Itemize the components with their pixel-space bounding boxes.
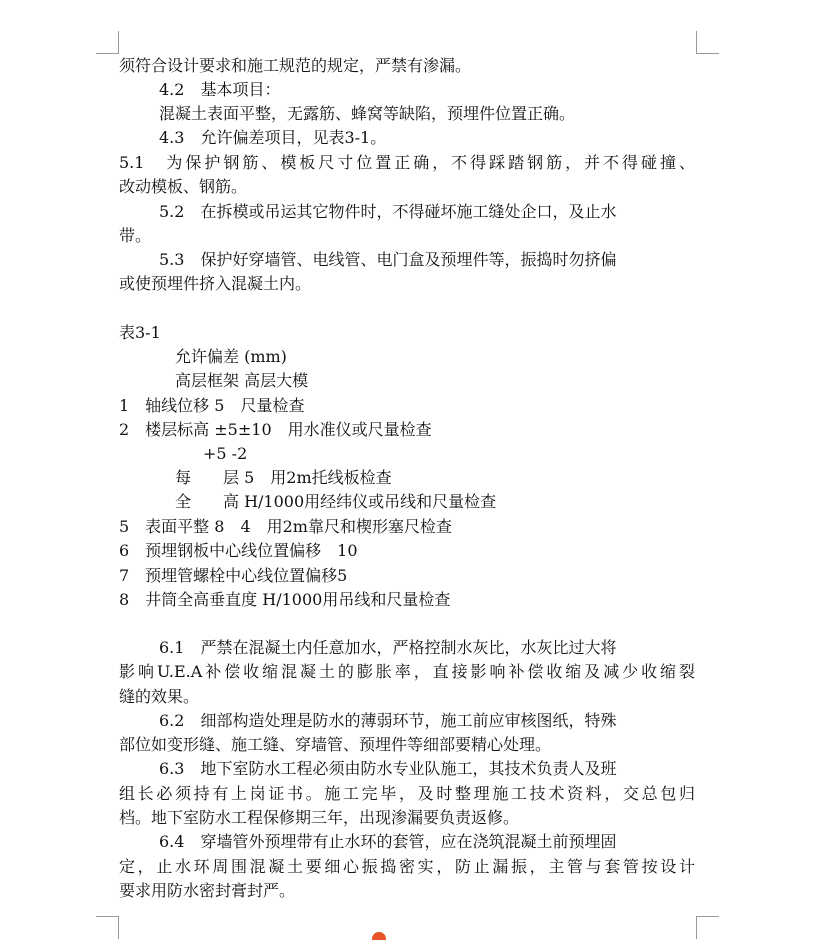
text-line: 影响U.E.A补偿收缩混凝土的膨胀率，直接影响补偿收缩及减少收缩裂 xyxy=(119,662,695,681)
table-row: 5 表面平整 8 4 用2m靠尺和楔形塞尺检查 xyxy=(119,517,452,536)
text-line: 4.2 基本项目： xyxy=(159,80,281,99)
text-line: 5.2 在拆模或吊运其它物件时，不得碰坏施工缝处企口，及止水 xyxy=(159,202,617,221)
text-line: 缝的效果。 xyxy=(119,687,200,706)
table-row: 7 预埋管螺栓中心线位置偏移5 xyxy=(119,566,348,585)
text-line: 组长必须持有上岗证书。施工完毕，及时整理施工技术资料，交总包归 xyxy=(119,784,695,803)
text-line: 要求用防水密封膏封严。 xyxy=(119,881,296,900)
table-row: 2 楼层标高 ±5±10 用水准仪或尺量检查 xyxy=(119,420,432,439)
table-row: 每 层 5 用2m托线板检查 xyxy=(175,468,392,487)
table-row: 6 预埋钢板中心线位置偏移 10 xyxy=(119,541,358,560)
text-line: 混凝土表面平整，无露筋、蜂窝等缺陷，预埋件位置正确。 xyxy=(159,104,576,123)
text-line: 5.3 保护好穿墙管、电线管、电门盒及预埋件等，振捣时勿挤偏 xyxy=(159,250,617,269)
table-caption: 表3-1 xyxy=(119,323,161,342)
text-line: 6.3 地下室防水工程必须由防水专业队施工，其技术负责人及班 xyxy=(159,759,617,778)
text-line: 6.4 穿墙管外预埋带有止水环的套管，应在浇筑混凝土前预埋固 xyxy=(159,832,617,851)
text-line: 6.2 细部构造处理是防水的薄弱环节，施工前应审核图纸，特殊 xyxy=(159,711,617,730)
table-row: 1 轴线位移 5 尺量检查 xyxy=(119,396,305,415)
crop-mark-top-left xyxy=(96,31,119,54)
text-line: 6.1 严禁在混凝土内任意加水，严格控制水灰比，水灰比过大将 xyxy=(159,638,617,657)
crop-mark-bottom-left xyxy=(96,916,119,939)
table-row: 8 井筒全高垂直度 H/1000用吊线和尺量检查 xyxy=(119,590,451,609)
text-line: 或使预埋件挤入混凝土内。 xyxy=(119,274,312,293)
text-line: 5.1 为保护钢筋、模板尺寸位置正确，不得踩踏钢筋，并不得碰撞、 xyxy=(119,153,695,172)
table-header: 允许偏差 (mm) xyxy=(175,347,287,366)
text-line: 定，止水环周围混凝土要细心振捣密实，防止漏振，主管与套管按设计 xyxy=(119,857,695,876)
table-row: +5 -2 xyxy=(203,444,248,463)
table-header: 高层框架 高层大模 xyxy=(175,371,309,390)
text-line: 4.3 允许偏差项目，见表3-1。 xyxy=(159,128,387,147)
text-line: 须符合设计要求和施工规范的规定，严禁有渗漏。 xyxy=(119,56,472,75)
table-row: 全 高 H/1000用经纬仪或吊线和尺量检查 xyxy=(175,492,497,511)
text-line: 档。地下室防水工程保修期三年，出现渗漏要负责返修。 xyxy=(119,808,520,827)
text-line: 改动模板、钢筋。 xyxy=(119,177,248,196)
text-line: 部位如变形缝、施工缝、穿墙管、预埋件等细部要精心处理。 xyxy=(119,735,552,754)
crop-mark-bottom-right xyxy=(696,916,719,939)
orange-mark-icon xyxy=(372,932,386,940)
text-line: 带。 xyxy=(119,226,152,245)
crop-mark-top-right xyxy=(696,31,719,54)
